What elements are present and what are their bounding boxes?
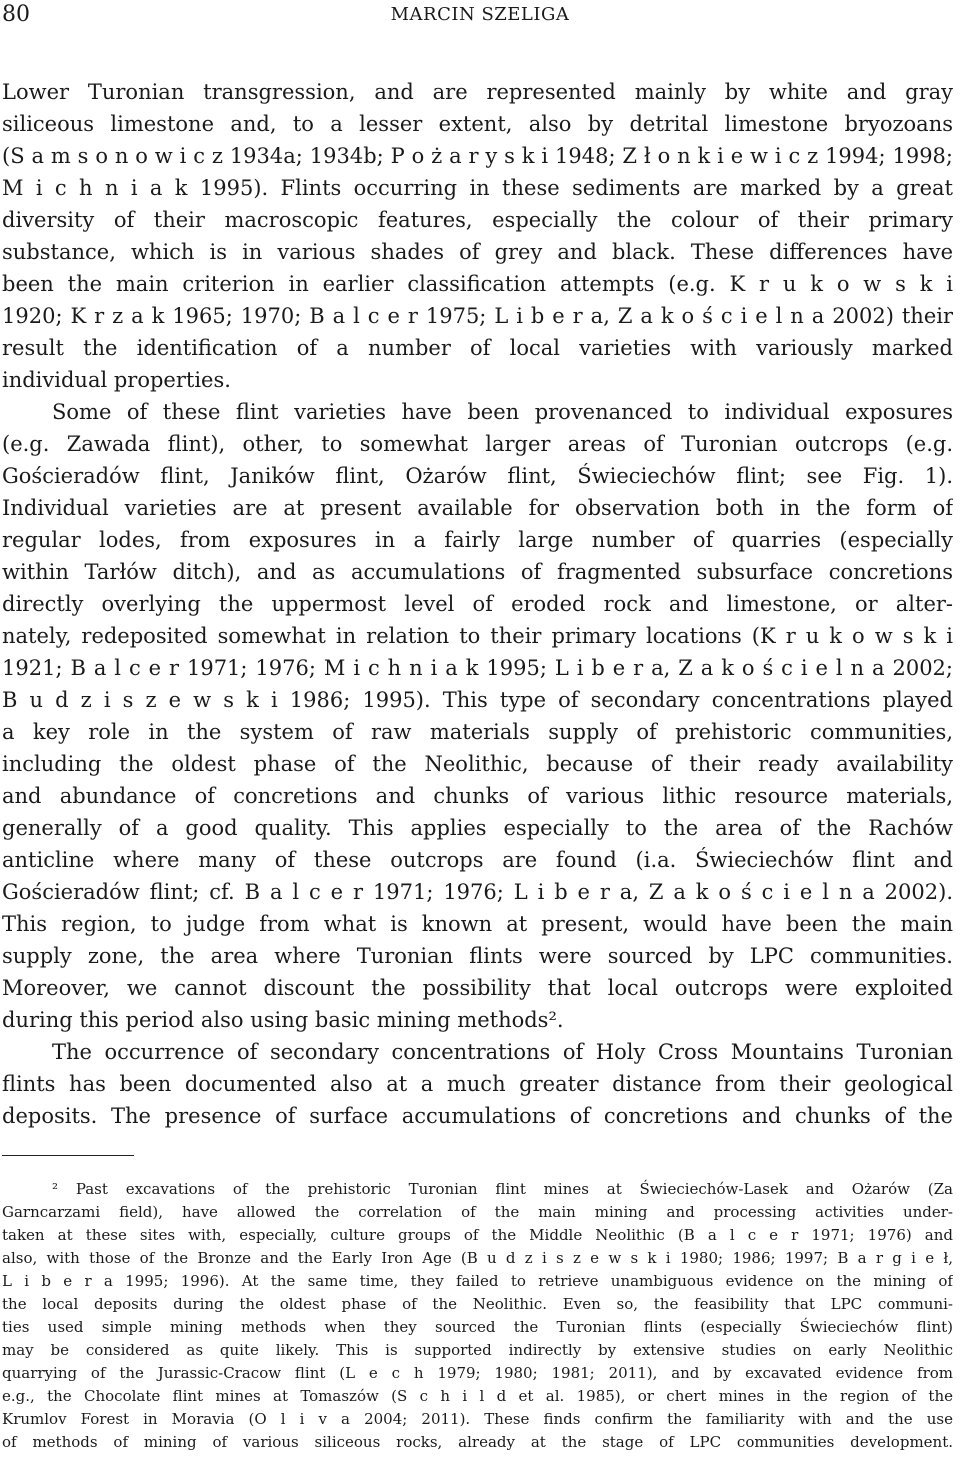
body-line: including the oldest phase of the Neolithic, because of their ready availability	[2, 752, 953, 776]
footnote-line: ties used simple mining methods when they sourced the Turonian flints (especially Świeciechów flint)	[2, 1318, 953, 1336]
body-line: The occurrence of secondary concentrations of Holy Cross Mountains Turonian	[52, 1040, 953, 1064]
body-line: flints has been documented also at a much greater distance from their geological	[2, 1072, 953, 1096]
body-line: during this period also using basic mining methods².	[2, 1008, 564, 1032]
page-header	[0, 0, 960, 36]
body-line: B u d z i s z e w s k i 1986; 1995). This type of secondary concentrations played	[2, 688, 953, 712]
footnote-line: e.g., the Chocolate flint mines at Tomaszów (S c h i l d et al. 1985), or chert mines in the region of the	[2, 1387, 953, 1405]
body-line: This region, to judge from what is known at present, would have been the main	[2, 912, 953, 936]
body-line: supply zone, the area where Turonian flints were sourced by LPC communities.	[2, 944, 953, 968]
footnote-line: may be considered as quite likely. This is supported indirectly by extensive studies on early Neolithic	[2, 1341, 953, 1359]
body-line: substance, which is in various shades of grey and black. These differences have	[2, 240, 953, 264]
footnote-line: L i b e r a 1995; 1996). At the same time, they failed to retrieve unambiguous evidence on the mining of	[2, 1272, 953, 1290]
body-line: generally of a good quality. This applies especially to the area of the Rachów	[2, 816, 953, 840]
body-line: diversity of their macroscopic features, especially the colour of their primary	[2, 208, 953, 232]
body-line: directly overlying the uppermost level of eroded rock and limestone, or alter-	[2, 592, 953, 616]
body-line: a key role in the system of raw materials supply of prehistoric communities,	[2, 720, 953, 744]
body-line: M i c h n i a k 1995). Flints occurring in these sediments are marked by a great	[2, 176, 953, 200]
body-line: siliceous limestone and, to a lesser extent, also by detrital limestone bryozoans	[2, 112, 953, 136]
body-line: deposits. The presence of surface accumulations of concretions and chunks of the	[2, 1104, 953, 1128]
body-line: 1920; K r z a k 1965; 1970; B a l c e r 1975; L i b e r a, Z a k o ś c i e l n a 2002) their	[2, 304, 953, 328]
body-line: 1921; B a l c e r 1971; 1976; M i c h n i a k 1995; L i b e r a, Z a k o ś c i e l n a 2002;	[2, 656, 953, 680]
footnote-line: taken at these sites with, especially, culture groups of the Middle Neolithic (B a l c e r 1971; 1976) and	[2, 1226, 953, 1244]
footnote-line: the local deposits during the oldest phase of the Neolithic. Even so, the feasibility that LPC communi-	[2, 1295, 953, 1313]
footnote-line: also, with those of the Bronze and the Early Iron Age (B u d z i s z e w s k i 1980; 1986; 1997; B a r g i e ł,	[2, 1249, 953, 1267]
body-line: (e.g. Zawada flint), other, to somewhat larger areas of Turonian outcrops (e.g.	[2, 432, 953, 456]
body-line: Lower Turonian transgression, and are represented mainly by white and gray	[2, 80, 953, 104]
body-line: Gościeradów flint; cf. B a l c e r 1971; 1976; L i b e r a, Z a k o ś c i e l n a 2002).	[2, 880, 953, 904]
body-line: anticline where many of these outcrops are found (i.a. Świeciechów flint and	[2, 848, 953, 872]
footnote-line: Krumlov Forest in Moravia (O l i v a 2004; 2011). These finds confirm the familiarity with and the use	[2, 1410, 953, 1428]
running-head: MARCIN SZELIGA	[390, 4, 570, 25]
body-line: Individual varieties are at present available for observation both in the form of	[2, 496, 953, 520]
body-line: regular lodes, from exposures in a fairly large number of quarries (especially	[2, 528, 953, 552]
footnote-line: ² Past excavations of the prehistoric Turonian flint mines at Świeciechów-Lasek and Ożarów (Za	[52, 1180, 953, 1198]
body-line: individual properties.	[2, 368, 231, 392]
body-line: Moreover, we cannot discount the possibility that local outcrops were exploited	[2, 976, 953, 1000]
body-line: and abundance of concretions and chunks of various lithic resource materials,	[2, 784, 953, 808]
body-line: Gościeradów flint, Janików flint, Ożarów flint, Świeciechów flint; see Fig. 1).	[2, 464, 953, 488]
footnote-line: Garncarzami field), have allowed the correlation of the main mining and processing activities under-	[2, 1203, 953, 1221]
body-line: Some of these flint varieties have been provenanced to individual exposures	[52, 400, 953, 424]
body-line: within Tarłów ditch), and as accumulations of fragmented subsurface concretions	[2, 560, 953, 584]
body-line: been the main criterion in earlier classification attempts (e.g. K r u k o w s k i	[2, 272, 953, 296]
page-number: 80	[2, 2, 30, 27]
footnote-line: quarrying of the Jurassic-Cracow flint (L e c h 1979; 1980; 1981; 2011), and by excavated evidence from	[2, 1364, 953, 1382]
footnote-separator	[2, 1155, 134, 1156]
footnote-line: of methods of mining of various siliceous rocks, already at the stage of LPC communities development.	[2, 1433, 953, 1451]
body-line: (S a m s o n o w i c z 1934a; 1934b; P o ż a r y s k i 1948; Z ł o n k i e w i c z 1994; 1998;	[2, 144, 953, 168]
body-line: result the identification of a number of local varieties with variously marked	[2, 336, 953, 360]
body-line: nately, redeposited somewhat in relation to their primary locations (K r u k o w s k i	[2, 624, 953, 648]
